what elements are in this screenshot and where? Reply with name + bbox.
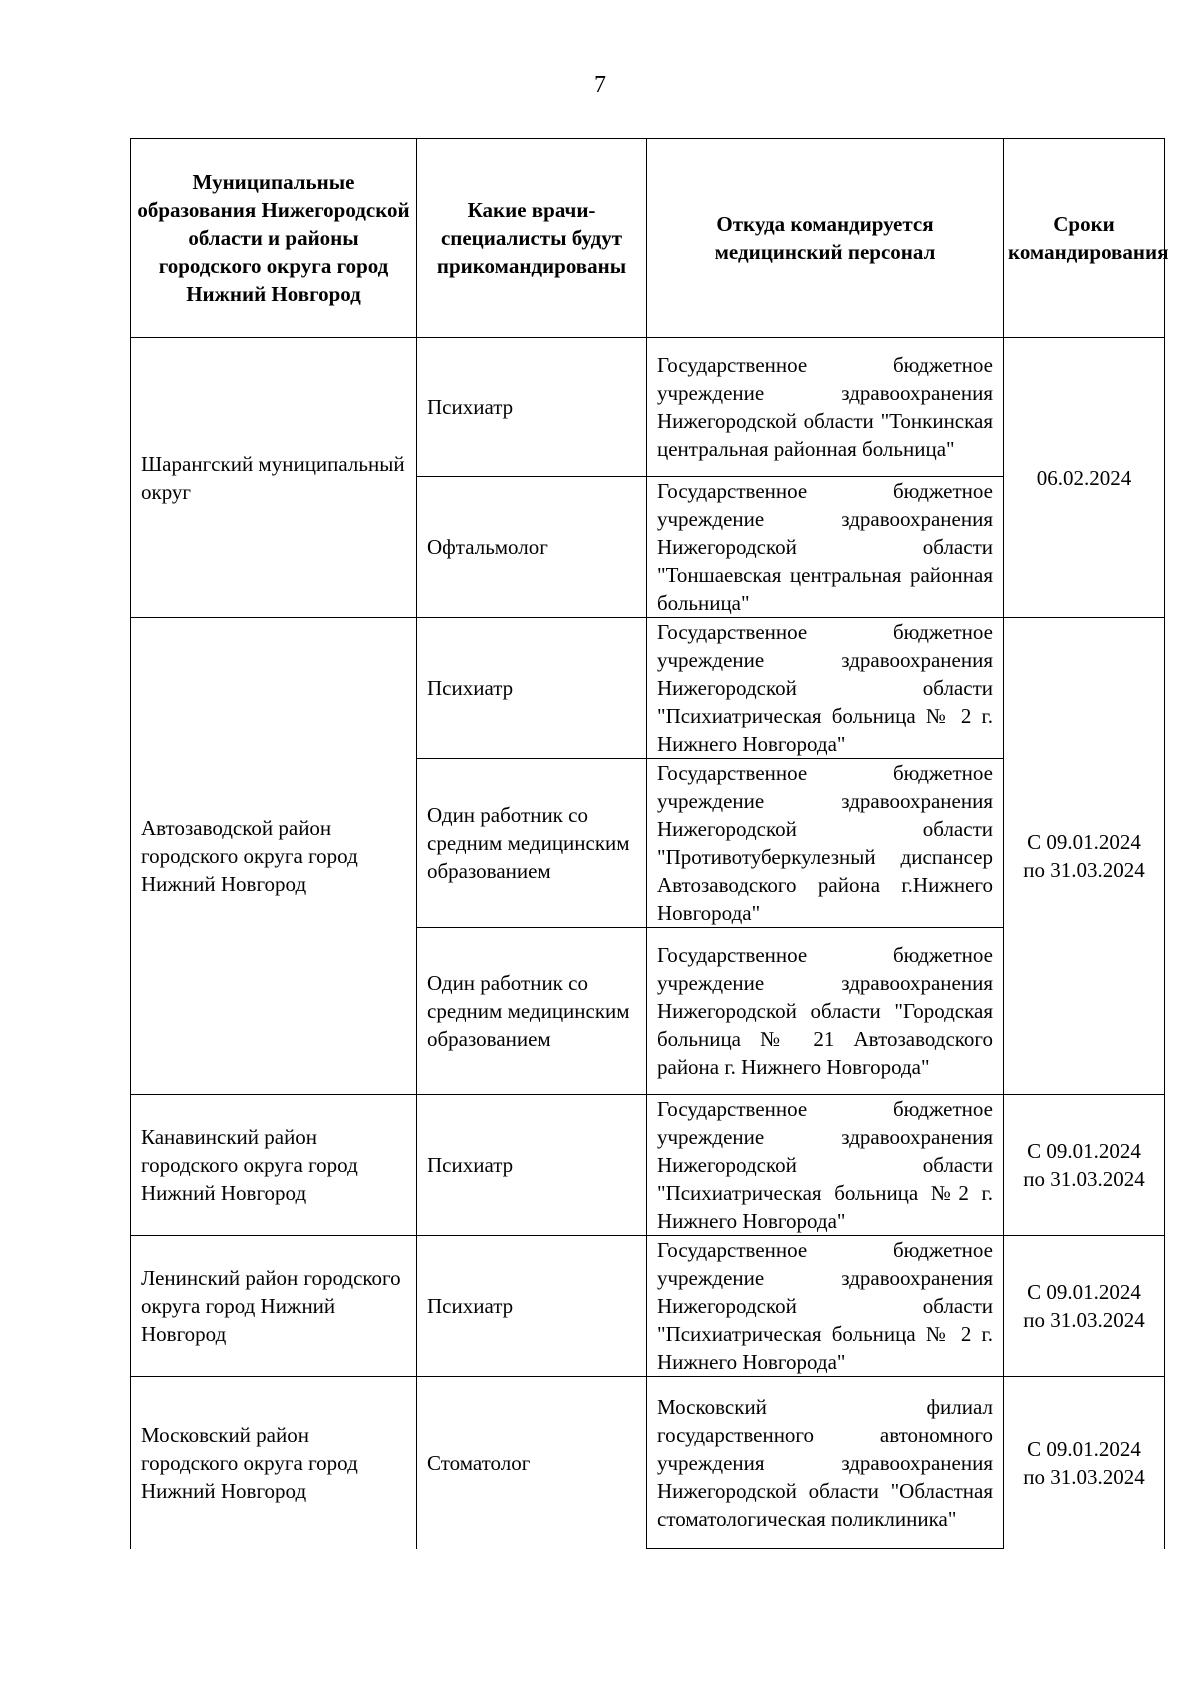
specialist-cell: Офтальмолог xyxy=(417,477,647,618)
table-header-row xyxy=(131,139,1165,338)
page-number: 7 xyxy=(594,72,606,98)
source-cell: Государственное бюджетное учреждение здравоохранения Нижегородской области "Противотуберкулезный диспансер Автозаводского района г.Нижнего Новгорода" xyxy=(647,759,1004,928)
municipality-cell: Шарангский муниципальный округ xyxy=(131,338,417,618)
header-dates: Сроки командирования xyxy=(1004,139,1165,338)
source-cell: Государственное бюджетное учреждение здравоохранения Нижегородской области "Психиатрическая больница №2 г. Нижнего Новгорода" xyxy=(647,1095,1004,1236)
source-cell: Государственное бюджетное учреждение здравоохранения Нижегородской области "Тоншаевская центральная районная больница" xyxy=(647,477,1004,618)
table-row xyxy=(131,338,1165,477)
header-source: Откуда командируется медицинский персонал xyxy=(647,139,1004,338)
specialist-cell: Стоматолог xyxy=(417,1377,647,1549)
header-specialist: Какие врачи-специалисты будут прикомандированы xyxy=(417,139,647,338)
specialist-cell: Один работник со средним медицинским образованием xyxy=(417,928,647,1095)
municipality-cell: Ленинский район городского округа город Нижний Новгород xyxy=(131,1236,417,1377)
dates-cell: 06.02.2024 xyxy=(1004,338,1165,618)
specialist-cell: Один работник со средним медицинским образованием xyxy=(417,759,647,928)
source-cell: Государственное бюджетное учреждение здравоохранения Нижегородской области "Психиатрическая больница № 2 г. Нижнего Новгорода" xyxy=(647,1236,1004,1377)
table-row xyxy=(131,618,1165,759)
source-cell: Московский филиал государственного автономного учреждения здравоохранения Нижегородской области "Областная стоматологическая поликлиника" xyxy=(647,1377,1004,1549)
assignment-table xyxy=(130,138,1169,1549)
source-cell: Государственное бюджетное учреждение здравоохранения Нижегородской области "Психиатрическая больница № 2 г. Нижнего Новгорода" xyxy=(647,618,1004,759)
specialist-cell: Психиатр xyxy=(417,1236,647,1377)
dates-cell: С 09.01.2024 по 31.03.2024 xyxy=(1004,1095,1165,1236)
dates-cell: С 09.01.2024 по 31.03.2024 xyxy=(1004,618,1165,1095)
specialist-cell: Психиатр xyxy=(417,338,647,477)
source-cell: Государственное бюджетное учреждение здравоохранения Нижегородской области "Тонкинская центральная районная больница" xyxy=(647,338,1004,477)
table-row xyxy=(131,1236,1165,1377)
dates-cell: С 09.01.2024 по 31.03.2024 xyxy=(1004,1236,1165,1377)
table-row xyxy=(131,1095,1165,1236)
table-row xyxy=(131,1377,1165,1549)
specialist-cell: Психиатр xyxy=(417,618,647,759)
municipality-cell: Московский район городского округа город Нижний Новгород xyxy=(131,1377,417,1549)
municipality-cell: Канавинский район городского округа город Нижний Новгород xyxy=(131,1095,417,1236)
dates-cell: С 09.01.2024 по 31.03.2024 xyxy=(1004,1377,1165,1549)
header-municipality: Муниципальные образования Нижегородской области и районы городского округа город Нижний Новгород xyxy=(131,139,417,338)
municipality-cell: Автозаводской район городского округа город Нижний Новгород xyxy=(131,618,417,1095)
source-cell: Государственное бюджетное учреждение здравоохранения Нижегородской области "Городская больница № 21 Автозаводского района г. Нижнего Новгорода" xyxy=(647,928,1004,1095)
specialist-cell: Психиатр xyxy=(417,1095,647,1236)
